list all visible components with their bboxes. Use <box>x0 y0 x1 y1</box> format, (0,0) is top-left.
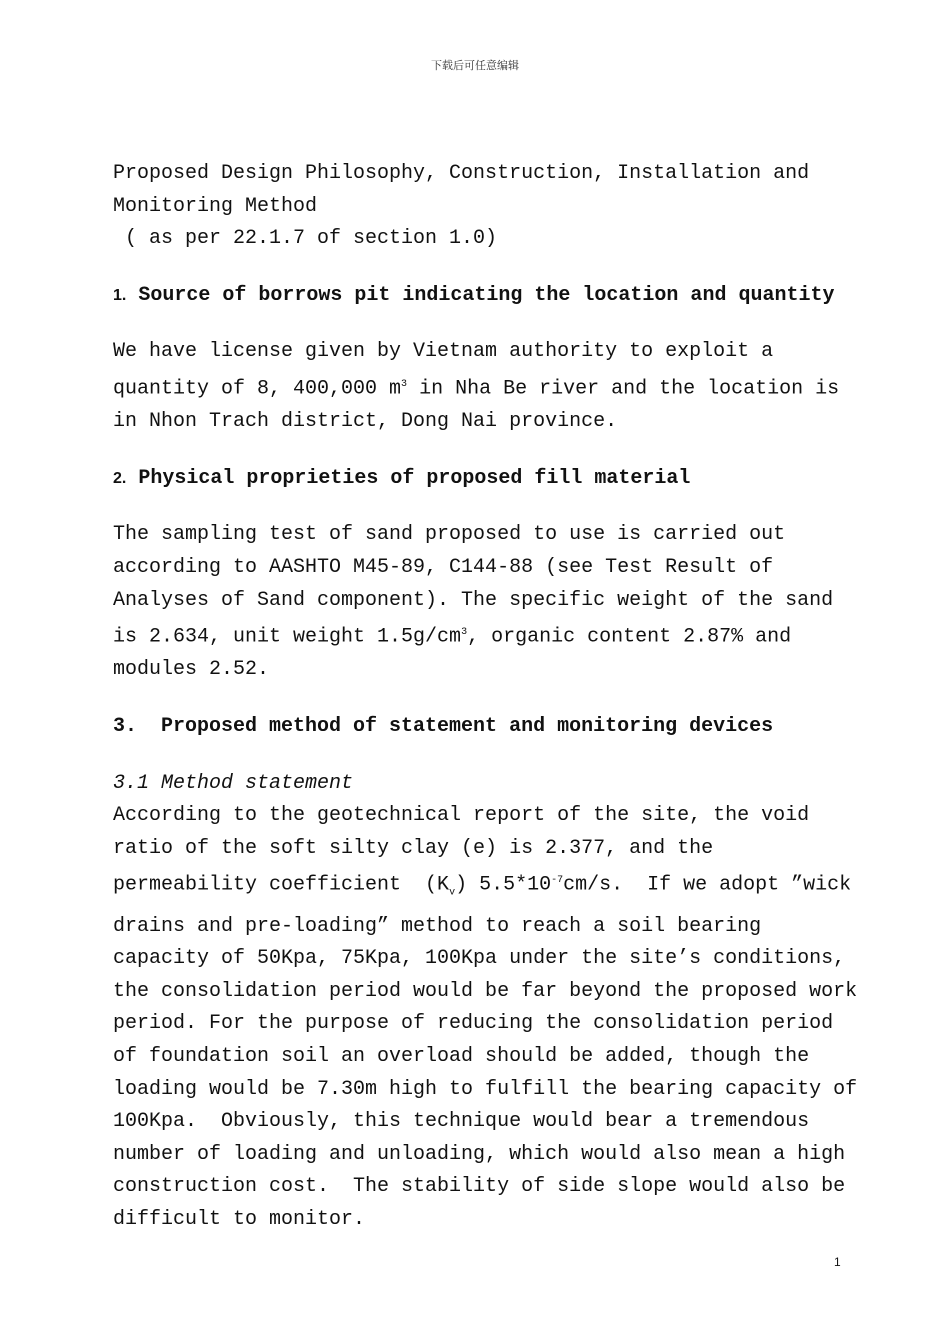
paragraph-line: The sampling test of sand proposed to use is carried out <box>113 523 786 547</box>
page-number: 1 <box>834 1255 841 1269</box>
paragraph-line: number of loading and unloading, which would also mean a high <box>113 1142 846 1166</box>
text-run: permeability coefficient (K <box>113 874 450 898</box>
paragraph-line: according to AASHTO M45-89, C144-88 (see Test Result of <box>113 556 774 579</box>
document-title <box>113 158 853 256</box>
paragraph-line: ratio of the soft silty clay (e) is 2.377, and the <box>113 836 714 860</box>
paragraph-line: We have license given by Vietnam authority to exploit a <box>113 340 774 364</box>
paragraph-line: drains and pre-loading” method to reach a soil bearing <box>113 914 762 938</box>
text-run: ) 5.5*10 <box>455 874 552 898</box>
section-1-paragraph <box>113 336 853 438</box>
section-2-heading <box>113 463 853 496</box>
paragraph-line: capacity of 50Kpa, 75Kpa, 100Kpa under the site’s conditions, <box>113 947 846 971</box>
subscript: v <box>449 888 456 900</box>
text-run: , organic content 2.87% and <box>467 625 792 649</box>
section-3-paragraph <box>113 768 858 1237</box>
text-run: cm/s. If we adopt ”wick <box>563 874 852 898</box>
title-line-3: ( as per 22.1.7 of section 1.0) <box>113 227 498 251</box>
section-2-paragraph <box>113 519 853 687</box>
paragraph-line: 100Kpa. Obviously, this technique would bear a tremendous <box>113 1110 810 1134</box>
superscript: 3 <box>461 627 468 639</box>
section-2-number: 2. <box>113 469 127 487</box>
paragraph-line: construction cost. The stability of side slope would also be <box>113 1175 846 1199</box>
paragraph-line <box>113 369 853 406</box>
paragraph-line: loading would be 7.30m high to fulfill the bearing capacity of <box>113 1077 858 1101</box>
section-1-heading-text: Source of borrows pit indicating the location and quantity <box>126 283 835 307</box>
text-run: quantity of 8, 400,000 m <box>113 377 402 401</box>
text-run: in Nha Be river and the location is <box>407 377 840 401</box>
paragraph-line: Analyses of Sand component). The specific weight of the sand <box>113 588 834 612</box>
title-line-1: Proposed Design Philosophy, Construction, Installation and <box>113 162 810 185</box>
subsection-heading: 3.1 Method statement <box>113 771 354 795</box>
superscript: -7 <box>551 875 564 887</box>
section-1-heading <box>113 280 853 313</box>
section-1-number: 1. <box>113 286 127 304</box>
section-3-heading: 3. Proposed method of statement and monitoring devices <box>113 715 774 739</box>
page-header: 下载后可任意编辑 <box>431 59 519 72</box>
paragraph-line <box>113 617 853 654</box>
paragraph-line <box>113 865 853 910</box>
superscript: 3 <box>401 378 408 390</box>
paragraph-line: the consolidation period would be far beyond the proposed work <box>113 979 858 1003</box>
title-line-2: Monitoring Method <box>113 194 318 218</box>
paragraph-line: of foundation soil an overload should be added, though the <box>113 1045 810 1069</box>
paragraph-line: difficult to monitor. <box>113 1208 366 1231</box>
paragraph-line: in Nhon Trach district, Dong Nai province. <box>113 410 618 434</box>
text-run: is 2.634, unit weight 1.5g/cm <box>113 625 462 649</box>
paragraph-line: period. For the purpose of reducing the consolidation period <box>113 1012 834 1036</box>
section-2-heading-text: Physical proprieties of proposed fill material <box>126 466 691 490</box>
paragraph-line: According to the geotechnical report of the site, the void <box>113 804 810 828</box>
document-body <box>113 158 858 1237</box>
paragraph-line: modules 2.52. <box>113 658 270 682</box>
